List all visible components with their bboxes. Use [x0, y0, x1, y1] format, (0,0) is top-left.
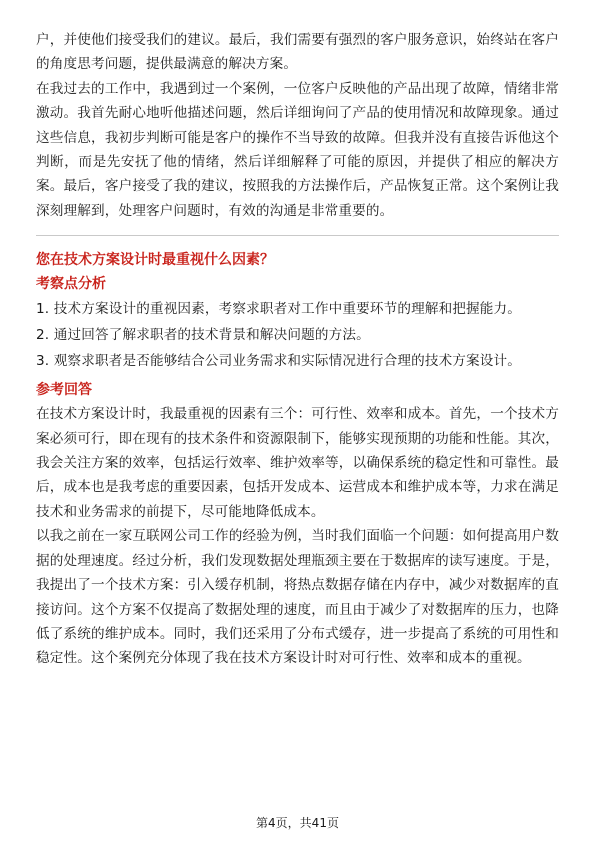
analysis-item-2: 2. 通过回答了解求职者的技术背景和解决问题的方法。	[36, 327, 370, 344]
analysis-item-1: 1. 技术方案设计的重视因素，考察求职者对工作中重要环节的理解和把握能力。	[36, 301, 522, 318]
answer-title: 参考回答	[36, 382, 92, 399]
question-heading: 您在技术方案设计时最重视什么因素？	[36, 252, 274, 269]
previous-paragraph-2: 在我过去的工作中，我遇到过一个案例，一位客户反映他的产品出现了故障，情绪非常激动。我首先耐心地听他描述问题，然后详细询问了产品的使用情况和故障现象。通过这些信息，我初步判断可能是客户的操作不当导致的故障。但我并没有直接告诉他这个判断，而是先安抚了他的情绪，然后详细解释了可能的原因，并提供了相应的解决方案。最后，客户接受了我的建议，按照我的方法操作后，产品恢复正常。这个案例让我深刻理解到，处理客户问题时，有效的沟通是非常重要的。	[36, 80, 559, 219]
answer-paragraph-1: 在技术方案设计时，我最重视的因素有三个：可行性、效率和成本。首先，一个技术方案必须可行，即在现有的技术条件和资源限制下，能够实现预期的功能和性能。其次，我会关注方案的效率，包括运行效率、维护效率等，以确保系统的稳定性和可靠性。最后，成本也是我考虑的重要因素，包括开发成本、运营成本和维护成本等，力求在满足技术和业务需求的前提下，尽可能地降低成本。	[36, 406, 559, 520]
section-divider	[36, 235, 559, 236]
analysis-title: 考察点分析	[36, 276, 106, 293]
analysis-list	[36, 296, 559, 374]
page-number: 第4页，共41页	[256, 816, 339, 830]
answer-paragraph-2: 以我之前在一家互联网公司工作的经验为例，当时我们面临一个问题：如何提高用户数据的处理速度。经过分析，我们发现数据处理瓶颈主要在于数据库的读写速度。于是，我提出了一个技术方案：引入缓存机制，将热点数据存储在内存中，减少对数据库的直接访问。这个方案不仅提高了数据处理的速度，而且由于减少了对数据库的压力，也降低了系统的维护成本。同时，我们还采用了分布式缓存，进一步提高了系统的可用性和稳定性。这个案例充分体现了我在技术方案设计时对可行性、效率和成本的重视。	[36, 528, 559, 667]
analysis-item-3: 3. 观察求职者是否能够结合公司业务需求和实际情况进行合理的技术方案设计。	[36, 353, 522, 370]
previous-paragraph-1: 户，并使他们接受我们的建议。最后，我们需要有强烈的客户服务意识，始终站在客户的角度思考问题，提供最满意的解决方案。	[36, 32, 559, 73]
page-content	[36, 28, 559, 671]
